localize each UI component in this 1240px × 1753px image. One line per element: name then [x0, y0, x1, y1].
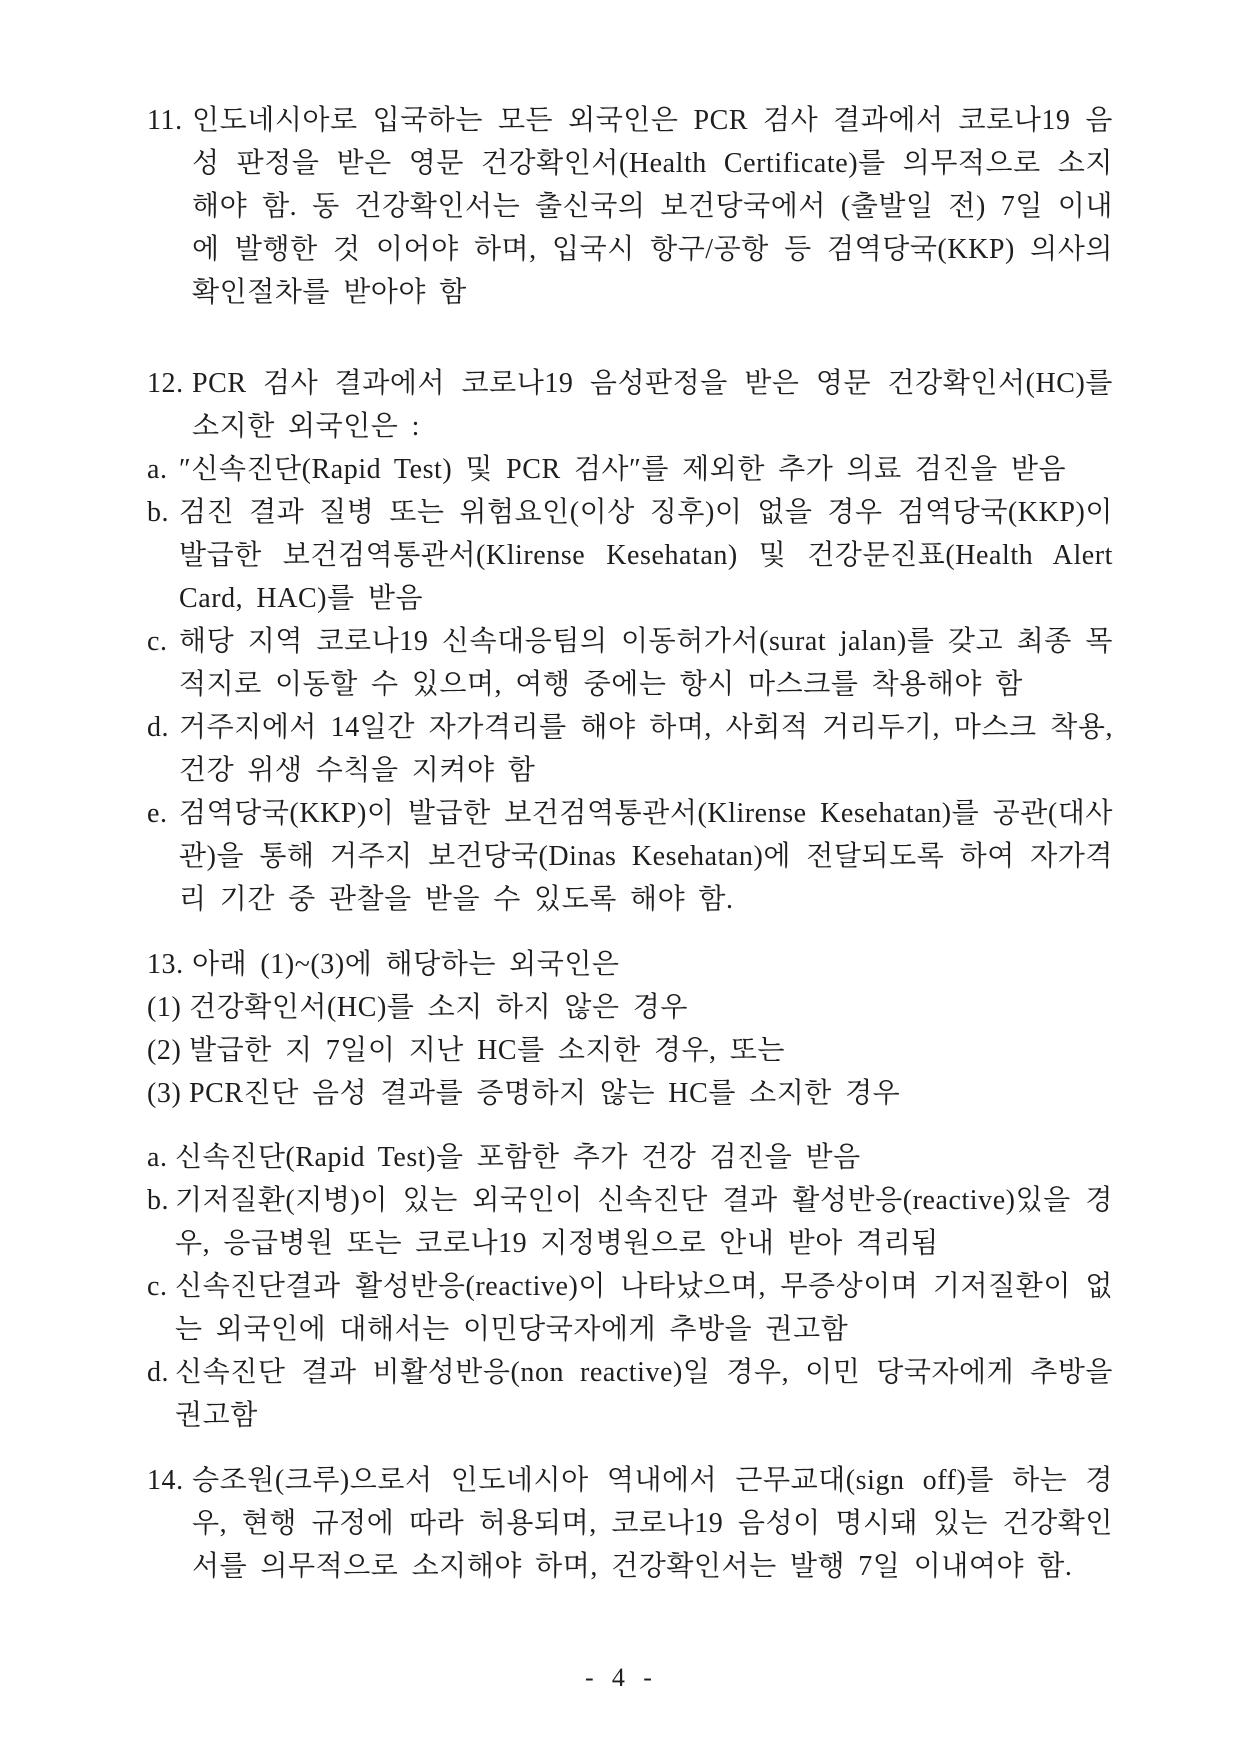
item-12-sub-e — [147, 792, 1113, 921]
item-13-case-3 — [147, 1072, 1113, 1115]
item-13-lead — [147, 943, 1113, 986]
item-13-sub-b — [147, 1179, 1113, 1265]
item-14-number: 14. — [147, 1465, 184, 1496]
sub2-marker-a: a. — [147, 1142, 168, 1173]
sub-text-c: 해당 지역 코로나19 신속대응팀의 이동허가서(surat jalan)를 갖고 최종 목적지로 이동할 수 있으며, 여행 중에는 항시 마스크를 착용해야 함 — [179, 626, 1113, 700]
sub-marker-c: c. — [147, 626, 168, 657]
page-number: - 4 - — [584, 1663, 656, 1692]
case-marker-2: (2) — [147, 1035, 182, 1066]
sub2-marker-d: d. — [147, 1357, 170, 1388]
sub-text-d: 거주지에서 14일간 자가격리를 해야 하며, 사회적 거리두기, 마스크 착용, 건강 위생 수칙을 지켜야 함 — [179, 712, 1113, 786]
case-marker-1: (1) — [147, 992, 182, 1023]
case-text-3: PCR진단 음성 결과를 증명하지 않는 HC를 소지한 경우 — [189, 1078, 901, 1109]
item-12-number: 12. — [147, 368, 184, 399]
item-12-lead-text: PCR 검사 결과에서 코로나19 음성판정을 받은 영문 건강확인서(HC)를 소지한 외국인은 : — [192, 368, 1113, 442]
item-13-number: 13. — [147, 949, 184, 980]
sub-marker-d: d. — [147, 712, 170, 743]
case-text-1: 건강확인서(HC)를 소지 하지 않은 경우 — [189, 992, 688, 1023]
item-14-text: 승조원(크루)으로서 인도네시아 역내에서 근무교대(sign off)를 하는 경우, 현행 규정에 따라 허용되며, 코로나19 음성이 명시돼 있는 건강확인서를 의무적으로 소지해야 하며, 건강확인서는 발행 7일 이내여야 함. — [192, 1465, 1113, 1582]
sub-text-b: 검진 결과 질병 또는 위험요인(이상 징후)이 없을 경우 검역당국(KKP)이 발급한 보건검역통관서(Klirense Kesehatan) 및 건강문진표(Health Alert Card, HAC)를 받음 — [179, 497, 1113, 614]
sub2-marker-c: c. — [147, 1271, 168, 1302]
item-12-sub-b — [147, 491, 1113, 620]
item-13-lead-text: 아래 (1)~(3)에 해당하는 외국인은 — [192, 949, 620, 980]
item-11 — [147, 99, 1113, 314]
case-text-2: 발급한 지 7일이 지난 HC를 소지한 경우, 또는 — [189, 1035, 785, 1066]
item-13-sub-c — [147, 1265, 1113, 1351]
sub2-text-b: 기저질환(지병)이 있는 외국인이 신속진단 결과 활성반응(reactive)있을 경우, 응급병원 또는 코로나19 지정병원으로 안내 받아 격리됨 — [175, 1185, 1113, 1259]
sub2-text-d: 신속진단 결과 비활성반응(non reactive)일 경우, 이민 당국자에게 추방을 권고함 — [175, 1357, 1113, 1431]
item-11-paragraph — [147, 99, 1113, 314]
sub2-text-a: 신속진단(Rapid Test)을 포함한 추가 건강 검진을 받음 — [175, 1142, 861, 1173]
item-14 — [147, 1459, 1113, 1588]
item-13-case-1 — [147, 986, 1113, 1029]
item-12-sub-a — [147, 448, 1113, 491]
item-12-sub-d — [147, 706, 1113, 792]
item-13-sub-a — [147, 1136, 1113, 1179]
sub2-marker-b: b. — [147, 1185, 170, 1216]
case-marker-3: (3) — [147, 1078, 182, 1109]
sub-text-a: ″신속진단(Rapid Test) 및 PCR 검사″를 제외한 추가 의료 검진을 받음 — [179, 454, 1067, 485]
sub-marker-a: a. — [147, 454, 168, 485]
sub2-text-c: 신속진단결과 활성반응(reactive)이 나타났으며, 무증상이며 기저질환이 없는 외국인에 대해서는 이민당국자에게 추방을 권고함 — [175, 1271, 1113, 1345]
item-11-number: 11. — [147, 105, 183, 136]
item-12 — [147, 362, 1113, 921]
sub-text-e: 검역당국(KKP)이 발급한 보건검역통관서(Klirense Kesehatan)를 공관(대사관)을 통해 거주지 보건당국(Dinas Kesehatan)에 전달되도록 하여 자가격리 기간 중 관찰을 받을 수 있도록 해야 함. — [179, 798, 1113, 915]
sub-marker-b: b. — [147, 497, 170, 528]
item-13 — [147, 943, 1113, 1437]
item-12-lead — [147, 362, 1113, 448]
item-13-sub-block — [147, 1136, 1113, 1437]
item-13-case-2 — [147, 1029, 1113, 1072]
item-12-sub-c — [147, 620, 1113, 706]
item-13-sub-d — [147, 1351, 1113, 1437]
sub-marker-e: e. — [147, 798, 168, 829]
item-14-paragraph — [147, 1459, 1113, 1588]
item-11-text: 인도네시아로 입국하는 모든 외국인은 PCR 검사 결과에서 코로나19 음성 판정을 받은 영문 건강확인서(Health Certificate)를 의무적으로 소지해야 함. 동 건강확인서는 출신국의 보건당국에서 (출발일 전) 7일 이내에 발행한 것 이어야 하며, 입국시 항구/공항 등 검역당국(KKP) 의사의 확인절차를 받아야 함 — [192, 105, 1113, 308]
